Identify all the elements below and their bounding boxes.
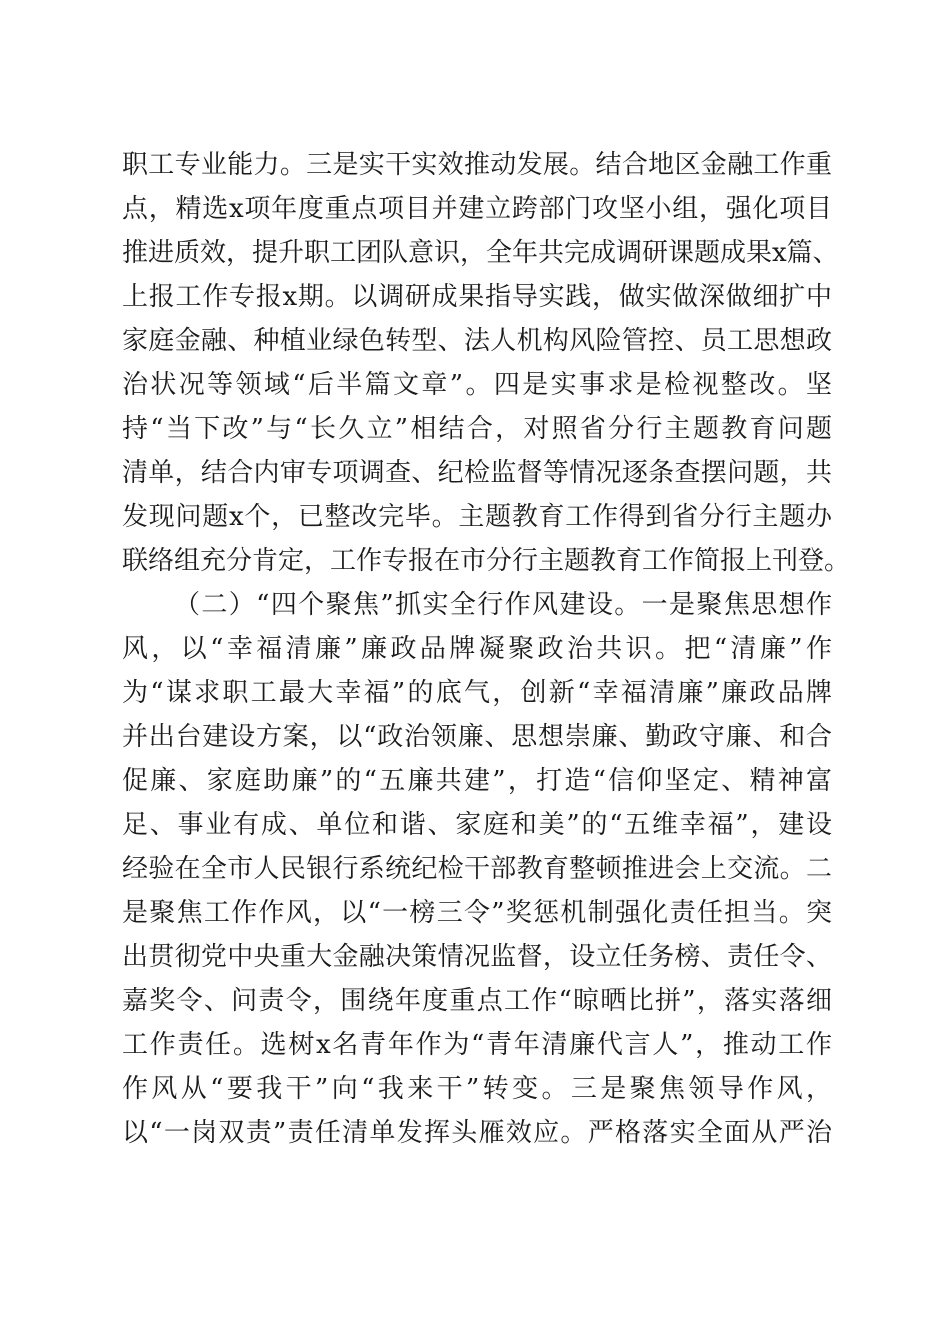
text-line: 推进质效，提升职工团队意识，全年共完成调研课题成果x篇、 — [122, 238, 839, 268]
text-line: 上报工作专报x期。以调研成果指导实践，做实做深做细扩中 — [122, 282, 832, 312]
text-line: 作风从“要我干”向“我来干”转变。三是聚焦领导作风， — [122, 1074, 832, 1104]
text-line: 以“一岗双责”责任清单发挥头雁效应。严格落实全面从严治 — [122, 1118, 832, 1148]
text-line: 发现问题x个，已整改完毕。主题教育工作得到省分行主题办 — [122, 502, 832, 532]
text-line: 促廉、家庭助廉”的“五廉共建”，打造“信仰坚定、精神富 — [122, 766, 832, 796]
text-line: 联络组充分肯定，工作专报在市分行主题教育工作简报上刊登。 — [122, 546, 851, 576]
text-line: 工作责任。选树x名青年作为“青年清廉代言人”，推动工作 — [122, 1030, 832, 1060]
text-line: 为“谋求职工最大幸福”的底气，创新“幸福清廉”廉政品牌 — [122, 678, 832, 708]
text-line: 足、事业有成、单位和谐、家庭和美”的“五维幸福”，建设 — [122, 810, 832, 840]
text-line: 出贯彻党中央重大金融决策情况监督，设立任务榜、责任令、 — [122, 942, 832, 972]
text-line: 持“当下改”与“长久立”相结合，对照省分行主题教育问题 — [122, 414, 832, 444]
text-line: 嘉奖令、问责令，围绕年度重点工作“晾晒比拼”，落实落细 — [122, 986, 832, 1016]
text-line: 并出台建设方案，以“政治领廉、思想崇廉、勤政守廉、和合 — [122, 722, 832, 752]
text-line: 家庭金融、种植业绿色转型、法人机构风险管控、员工思想政 — [122, 326, 832, 356]
text-line: 经验在全市人民银行系统纪检干部教育整顿推进会上交流。二 — [122, 854, 832, 884]
text-line: 是聚焦工作作风，以“一榜三令”奖惩机制强化责任担当。突 — [122, 898, 832, 928]
text-line: 风，以“幸福清廉”廉政品牌凝聚政治共识。把“清廉”作 — [122, 634, 832, 664]
text-line: 点，精选x项年度重点项目并建立跨部门攻坚小组，强化项目 — [122, 194, 832, 224]
body-text — [122, 143, 851, 1155]
text-line: 职工专业能力。三是实干实效推动发展。结合地区金融工作重 — [122, 150, 832, 180]
text-line: 清单，结合内审专项调查、纪检监督等情况逐条查摆问题，共 — [122, 458, 832, 488]
section-heading-line: （二）“四个聚焦”抓实全行作风建设。一是聚焦思想作 — [174, 590, 832, 620]
text-line: 治状况等领域“后半篇文章”。四是实事求是检视整改。坚 — [122, 370, 832, 400]
